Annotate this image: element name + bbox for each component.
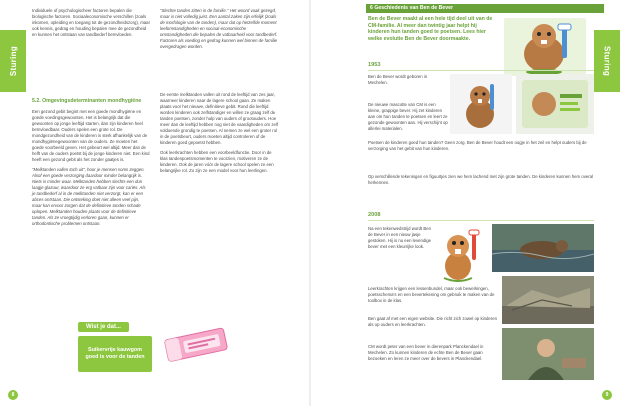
cm-note-text: CM wordt peter van een bever in dierenpark Planckendael in Mechelen. Zo kunnen kinderen de echte Ben de Bever gaan bezoeken en leren ze meer over de bevers in Planckendael. [368, 344, 484, 361]
mascot-copy-text: Op verschillende tekeningen en figuurtjes zien we hem lachend met zijn grote tanden. De kinderen kunnen hem overal herkennen. [368, 174, 594, 185]
right-side-tab [594, 0, 620, 406]
right-page-number: 9 [602, 390, 612, 400]
year-2008: 2008 [368, 212, 381, 218]
left-col2-intro [160, 8, 278, 54]
costumes-text: Leerkrachten krijgen een lessenbundel, maar ook bewerkingen, poetsschema's en een bevertekening om gebruik te maken van de toolbox in de klas. [368, 286, 495, 303]
timeline-rule-2 [368, 220, 594, 221]
right-tab-label [594, 30, 620, 92]
left-col2-para-2: Ook leerkrachten hebben een voorbeeldfunctie. Door in de klas tandenpoetsmomenten te voorzien, motiveren ze de kinderen. Ook de jaren vóór de lagere school spelen ze een belangrijke rol. Zo zijn ze een model voor hun leerlingen. [160, 150, 274, 173]
left-col2-body [160, 92, 278, 178]
old-mascot-image [516, 74, 594, 134]
chapter-bar [366, 4, 604, 13]
intro-2008-text: Na een tekenwedstrijd wordt Ben de Bever in een nieuw jasje gestoken. Hij is nu een levendige bever met een kleurrijke look. [368, 226, 432, 249]
person-photo [502, 328, 594, 380]
left-col2-para-1: De eerste melktanden vallen uit rond de leeftijd van zes jaar, waarneer kinderen naar de lagere school gaan. Ze maken plaats voor het nieuwe, definitieve gebit. Rond die leeftijd worden kinderen ook zelfstandiger en willen ze graag zelf de tanden poetsen, zonder hulp van ouders of grootouders. Hoe meer dan de leeftijd hebben nog niet de vaardigheden om zelf voldoende grondig te poetsen. Al nemen ze wel een groter rol in de poetsbeurt, ouders moeten altijd controleren of de kinderen goed gepoetst hebben. [160, 92, 279, 145]
left-col1-body [32, 98, 150, 231]
left-tab-label [0, 30, 26, 92]
callout-label: Wist je dat... [78, 322, 129, 332]
callout-text: Suikervrije kauwgom goed is voor de tanden [85, 347, 145, 360]
cartoon-beaver-image [434, 224, 486, 284]
right-page [310, 0, 620, 406]
website-text: Ben gaat af met een eigen website. Die richt zich zowel op kinderen als op ouders en leerkrachten. [368, 316, 497, 327]
mascot-stored-text: De nieuwe mascotte van CM is een kleine, grappige bever. Hij zet kinderen aan om hun tanden te poetsen en leert ze gezonde gewoonten aan. Hij verschijnt op allerlei materialen. [368, 102, 448, 131]
left-col1-para-1: Een gezond gebit begint met een goede mondhygiëne en goede voedingsgewoonten. Het is belangrijk dat die gewoonten op jonge leeftijd starten, dan zijn kinderen heel beïnvloedbaar. Ouders spelen een grote rol. De mondgezondheid van de kinderen is sterk afhankelijk van de mondhygiënegewoonten van de ouders. Ze moeten het goede voorbeeld geven. Het gebeurt wel altijd. Meer dan de helft van de ouders poetst bij de jonge kinderen niet. Een kind heeft een gezond gebit als het zonder gaatjes is. [32, 109, 150, 162]
timeline-rule-1 [368, 70, 594, 71]
left-col1-intro [32, 8, 150, 42]
memory-text: Poetsen de kinderen goed hun tanden? Geen zorg. Ben de Bever houdt een oogje in het zeil en helpt ouders bij de verzorging van het gebit van hun kinderen. [368, 140, 587, 151]
chapter-intro: Ben de Bever maakt al een hele tijd deel uit van de CM-familie. Al meer dan twintig jaar helpt hij kinderen hun tanden goed te poetsen. Lees hier welke evolutie Ben de Bever doormaakte. [368, 16, 493, 42]
right-tab-text: Sturing [602, 45, 612, 77]
chapter-title: 6 Geschiedenis van Ben de Bever [370, 5, 454, 11]
beaver-dam-photo [502, 276, 594, 324]
section-heading: 5.2. Omgevingsdeterminanten mondhygiëne [32, 98, 142, 104]
left-tab-text: Sturing [8, 45, 18, 77]
beaver-water-photo [492, 224, 594, 272]
left-col1-para-2: "Melktanden vallen toch uit", hoor je mensen soms zeggen. Alsof een goede verzorging daardoor minder belangrijk is. Niets is minder waar. Melktanden hebben slechts een dun laagje glazuur, waardoor ze erg vatbaar zijn voor cariës. Als je tandbederf al in de melktanden niet verzorgt, kan er een abces ontstaan. Die ontsteking doet niet alleen veel pijn, maar kan ervoor zorgen dat de definitieve tanden schade oplopen. Melktanden houden plaats voor de definitieve tanden. Als ze vroegtijdig verloren gaan, kunnen er orthodontische problemen ontstaan. [32, 167, 146, 226]
year-1953: 1953 [368, 62, 381, 68]
callout-box [78, 336, 152, 372]
left-col1-intro-text: Individuele of psychologischeer factoren bepalen die biologische factoren. Sociaaleconomische verschillen (zoals inkomen, opleiding en toegang tot de gezondheidszorg), maar ook kennis, gedrag en houding bepalen mee de gezondheid en kunnen het ontstaan van tandbederf beïnvloeden. [32, 8, 151, 37]
beaver-mascot-icon-1953 [450, 74, 512, 134]
left-page-number: 8 [8, 390, 18, 400]
chewing-gum-icon [160, 322, 230, 368]
left-col2-intro-text: "Slechte tanden zitten in de familie." Het woord vaak gezegd, maar is niet volledig juist. Een aantal zaken zijn erfelijk (zoals de morfologie van de tanden), maar dat op hetzelfde moment leefomstandigheden en sociaal-economische omstandigheden die bepalen de vatbaarheid voor tandbederf. Factoren als voeding en gedrag kunnen wel binnen de familie overgedragen worden. [160, 8, 278, 49]
beaver-born-text: Ben de Bever wordt geboren in Mechelen. [368, 74, 428, 85]
left-side-tab [0, 0, 26, 406]
